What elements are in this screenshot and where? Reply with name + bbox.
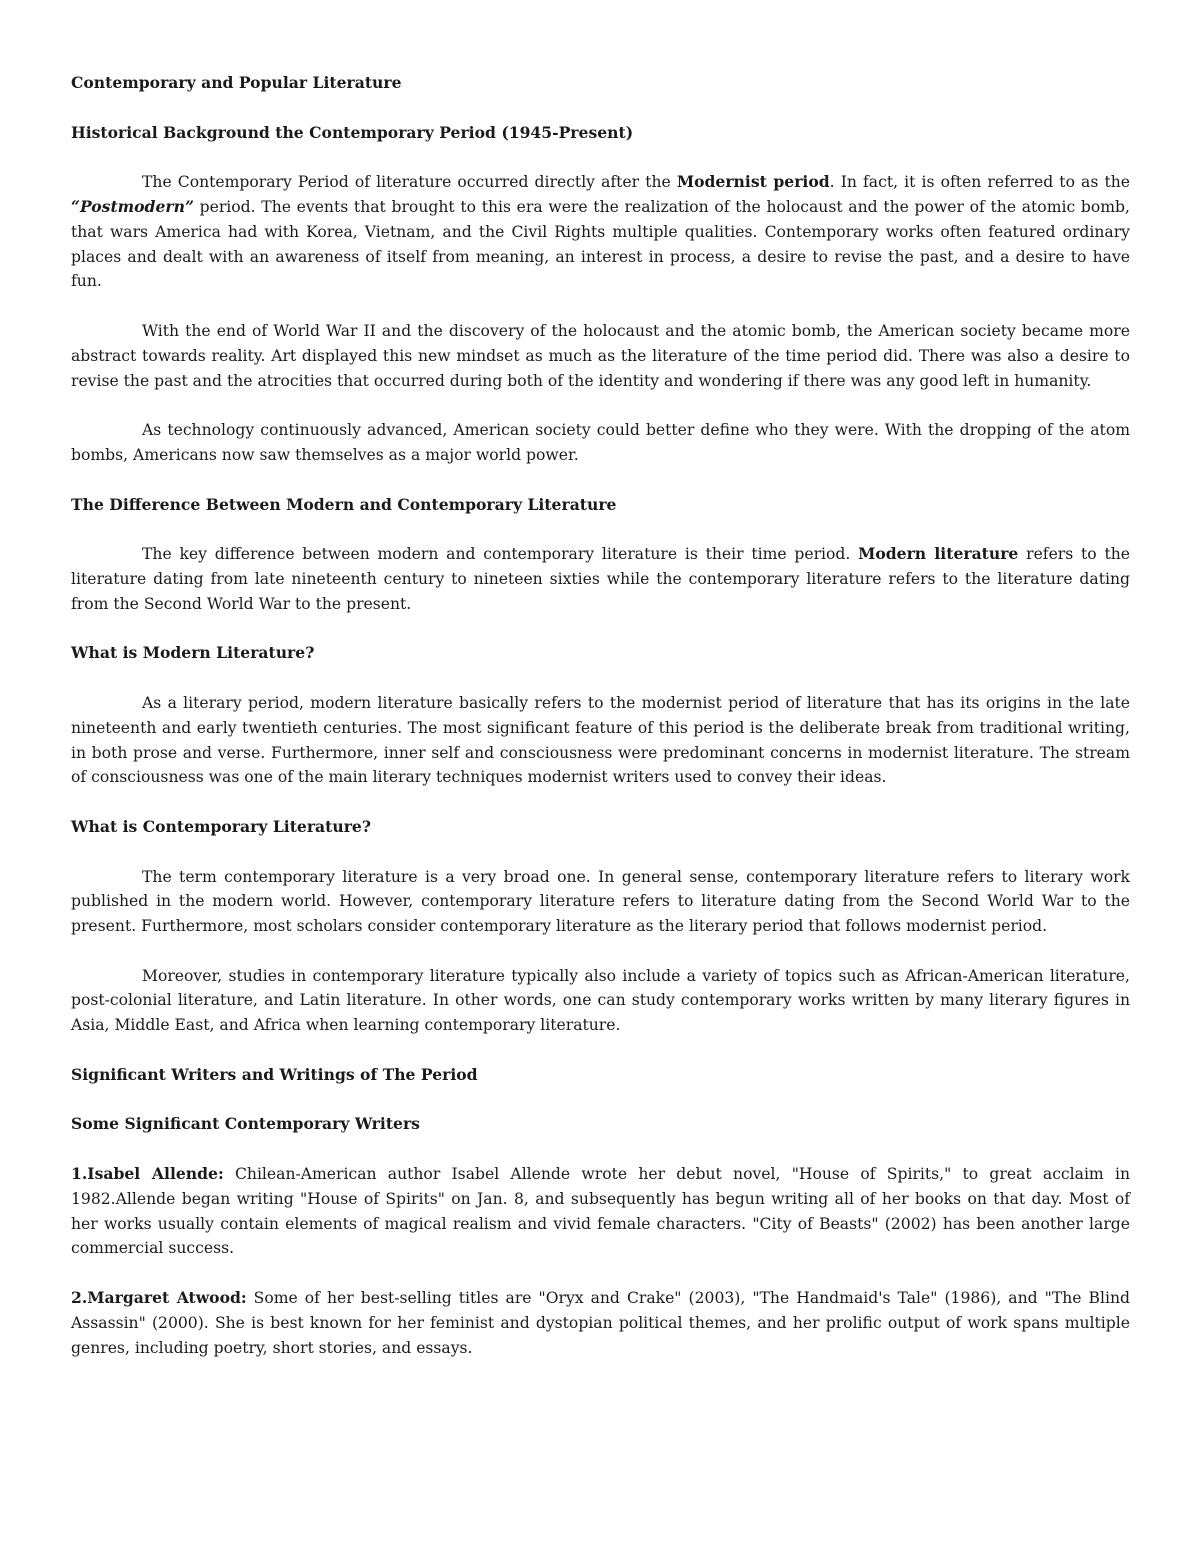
writer-entry-margaret-atwood: [71, 1286, 1130, 1360]
section-heading-difference: The Difference Between Modern and Contemporary Literature: [71, 494, 617, 514]
writer-name: 1.Isabel Allende:: [71, 1164, 224, 1184]
paragraph-contemporary-period: [71, 170, 1130, 294]
paragraph-text: The Contemporary Period of literature occurred directly after the: [142, 173, 677, 192]
paragraph-contemporary-term: The term contemporary literature is a very broad one. In general sense, contemporary literature refers to literary work published in the modern world. However, contemporary literature refers to literature dating from the Second World War to the present. Furthermore, most scholars consider contemporary literature as the literary period that follows modernist period.: [71, 867, 1130, 936]
section-heading-historical-background: Historical Background the Contemporary Period (1945-Present): [71, 122, 634, 142]
writer-entry-isabel-allende: [71, 1162, 1130, 1261]
paragraph-world-war-ii: With the end of World War II and the discovery of the holocaust and the atomic bomb, the American society became more abstract towards reality. Art displayed this new mindset as much as the literature of the time period did. There was also a desire to revise the past and the atrocities that occurred during both of the identity and wondering if there was any good left in humanity.: [71, 321, 1130, 390]
subheading-contemporary-writers: Some Significant Contemporary Writers: [71, 1114, 420, 1134]
paragraph-contemporary-studies: Moreover, studies in contemporary literature typically also include a variety of topics such as African-American literature, post-colonial literature, and Latin literature. In other words, one can study contemporary works written by many literary figures in Asia, Middle East, and Africa when learning contemporary literature.: [71, 966, 1130, 1035]
paragraph-text: period. The events that brought to this era were the realization of the holocaust and the power of the atomic bomb, that wars America had with Korea, Vietnam, and the Civil Rights multiple qualities. Contemporary works often featured ordinary places and dealt with an awareness of itself from meaning, an interest in process, a desire to revise the past, and a desire to have fun.: [71, 197, 1130, 291]
writer-description: Some of her best-selling titles are "Oryx and Crake" (2003), "The Handmaid's Tale" (1986), and "The Blind Assassin" (2000). She is best known for her feminist and dystopian political themes, and her prolific output of work spans multiple genres, including poetry, short stories, and essays.: [71, 1289, 1130, 1357]
writer-name: 2.Margaret Atwood:: [71, 1288, 247, 1308]
paragraph-technology: As technology continuously advanced, American society could better define who they were. With the dropping of the atom bombs, Americans now saw themselves as a major world power.: [71, 421, 1130, 464]
paragraph-key-difference: [71, 542, 1130, 616]
document-title: Contemporary and Popular Literature: [71, 73, 402, 92]
bold-term-modernist-period: Modernist period: [676, 172, 830, 192]
bold-term-modern-literature: Modern literature: [858, 544, 1019, 564]
paragraph-modern-literature: As a literary period, modern literature basically refers to the modernist period of literature that has its origins in the late nineteenth and early twentieth centuries. The most significant feature of this period is the deliberate break from traditional writing, in both prose and verse. Furthermore, inner self and consciousness were predominant concerns in modernist literature. The stream of consciousness was one of the main literary techniques modernist writers used to convey their ideas.: [71, 693, 1130, 787]
writer-description: Chilean-American author Isabel Allende wrote her debut novel, "House of Spirits," to great acclaim in 1982.Allende began writing "House of Spirits" on Jan. 8, and subsequently has begun writing all of her books on that day. Most of her works usually contain elements of magical realism and vivid female characters. "City of Beasts" (2002) has been another large commercial success.: [71, 1165, 1130, 1258]
section-heading-significant-writers: Significant Writers and Writings of The Period: [71, 1064, 478, 1084]
section-heading-modern-literature: What is Modern Literature?: [71, 643, 315, 663]
bold-italic-term-postmodern: “Postmodern”: [71, 196, 194, 216]
paragraph-text: refers to the literature dating from late nineteenth century to nineteen sixties while the contemporary literature refers to the literature dating from the Second World War to the present.: [71, 545, 1130, 613]
paragraph-text: . In fact, it is often referred to as the: [829, 173, 1130, 192]
paragraph-text: The key difference between modern and contemporary literature is their time period.: [142, 545, 859, 564]
section-heading-contemporary-literature: What is Contemporary Literature?: [71, 816, 371, 836]
